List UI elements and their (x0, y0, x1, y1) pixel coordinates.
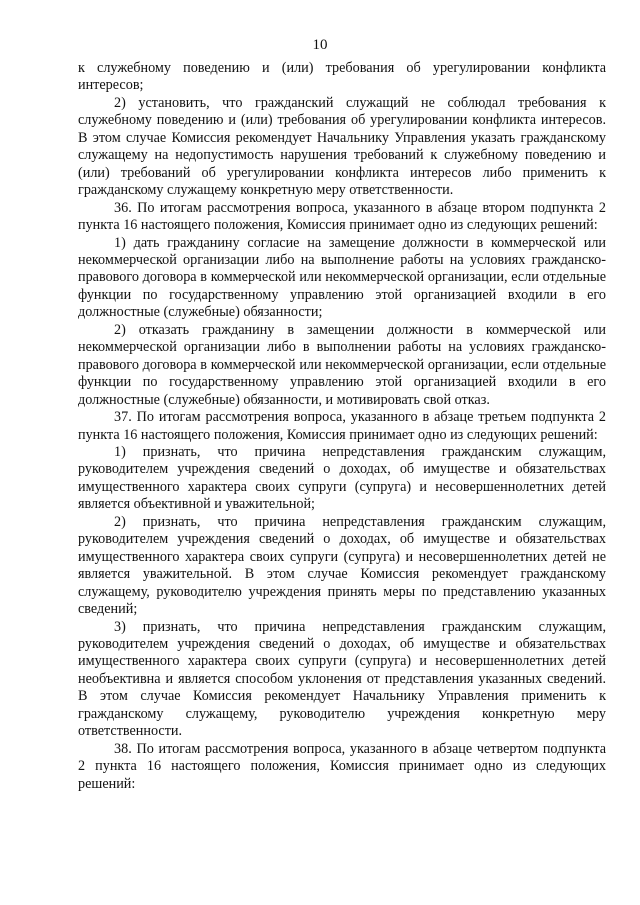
paragraph-36-item-2: 2) отказать гражданину в замещении должности в коммерческой или некоммерческой организации либо в выполнении работы на условиях гражданско-правового договора в коммерческой или некоммерческой организации, если отдельные функции по государственному управлению этой организацией входили в его должностные (служебные) обязанности, и мотивировать свой отказ. (78, 321, 606, 408)
paragraph-37-item-2: 2) признать, что причина непредставления гражданским служащим, руководителем учреждения сведений о доходах, об имуществе и обязательствах имущественного характера своих супруги (супруга) и несовершеннолетних детей не является уважительной. В этом случае Комиссия рекомендует гражданскому служащему, руководителю учреждения принять меры по представлению указанных сведений; (78, 513, 606, 618)
paragraph-37: 37. По итогам рассмотрения вопроса, указанного в абзаце третьем подпункта 2 пункта 16 настоящего положения, Комиссия принимает одно из следующих решений: (78, 409, 606, 443)
paragraph-36: 36. По итогам рассмотрения вопроса, указанного в абзаце втором подпункта 2 пункта 16 настоящего положения, Комиссия принимает одно из следующих решений: (78, 199, 606, 234)
page-number: 10 (312, 37, 328, 53)
paragraph-35-item-2: 2) установить, что гражданский служащий не соблюдал требования к служебному поведению и (или) требования об урегулировании конфликта интересов. В этом случае Комиссия рекомендует Начальнику Управления указать гражданскому служащему на недопустимость нарушения требований к служебному поведению и (или) требований об урегулировании конфликта интересов либо применить к гражданскому служащему конкретную меру ответственности. (78, 94, 606, 199)
paragraph-continuation: к служебному поведению и (или) требования об урегулировании конфликта интересов; (78, 60, 606, 94)
paragraph-38: 38. По итогам рассмотрения вопроса, указанного в абзаце четвертом подпункта 2 пункта 16 настоящего положения, Комиссия принимает одно из следующих решений: (78, 740, 606, 792)
paragraph-37-item-1: 1) признать, что причина непредставления гражданским служащим, руководителем учреждения сведений о доходах, об имуществе и обязательствах имущественного характера своих супруги (супруга) и несовершеннолетних детей является объективной и уважительной; (78, 443, 606, 513)
paragraph-37-item-3: 3) признать, что причина непредставления гражданским служащим, руководителем учреждения сведений о доходах, об имуществе и обязательствах имущественного характера своих супруги (супруга) и несовершеннолетних детей необъективна и является способом уклонения от представления указанных сведений. В этом случае Комиссия рекомендует Начальнику Управления применить к гражданскому служащему, руководителю учреждения конкретную меру ответственности. (78, 618, 606, 740)
document-body (78, 60, 606, 793)
paragraph-36-item-1: 1) дать гражданину согласие на замещение должности в коммерческой или некоммерческой организации либо на выполнение работы на условиях гражданско-правового договора в коммерческой или некоммерческой организации, если отдельные функции по государственному управлению этой организацией входили в его должностные (служебные) обязанности; (78, 234, 606, 321)
